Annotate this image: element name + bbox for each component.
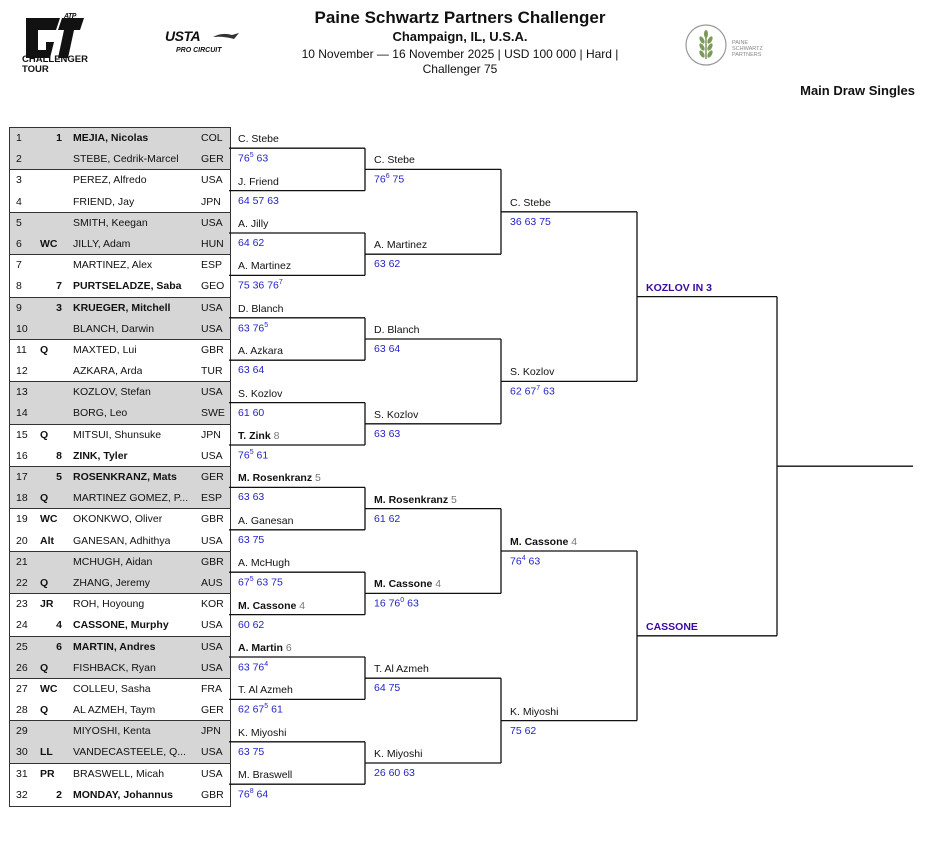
player-country: JPN (201, 428, 221, 441)
winner-name: M. Cassone 4 (374, 578, 442, 591)
draw-type-label: Main Draw Singles (800, 83, 915, 98)
player-number: 25 (16, 640, 28, 653)
player-name: OKONKWO, Oliver (73, 513, 163, 526)
winner-name: D. Blanch (374, 324, 420, 336)
player-entry: WC (40, 237, 58, 250)
match-score: 75 36 $76^7$ (238, 279, 283, 292)
match-score: 63 $76^4$ (238, 661, 269, 674)
match-score: 61 62 (374, 512, 401, 525)
player-country: GBR (201, 788, 224, 801)
player-entry: Q (40, 428, 49, 441)
player-name: JILLY, Adam (73, 237, 131, 250)
player-country: FRA (201, 682, 222, 695)
player-country: USA (201, 449, 223, 462)
winner-name: S. Kozlov (238, 387, 283, 400)
player-name: PURTSELADZE, Saba (73, 280, 182, 293)
player-name: STEBE, Cedrik-Marcel (73, 153, 179, 166)
tournament-category: Challenger 75 (422, 62, 498, 76)
winner-name: A. Ganesan (238, 514, 294, 527)
match-score: $76^8$ 64 (238, 788, 269, 801)
player-number: 21 (16, 555, 28, 568)
player-name: MONDAY, Johannus (73, 788, 173, 801)
player-name: SMITH, Keegan (73, 216, 148, 229)
player-number: 16 (16, 449, 28, 462)
winner-name: D. Blanch (238, 302, 284, 315)
player-number: 24 (16, 619, 28, 632)
player-name: ZHANG, Jeremy (73, 576, 151, 589)
player-entry: Q (40, 576, 49, 589)
winner-name: A. McHugh (238, 557, 290, 570)
winner-name: J. Friend (238, 175, 279, 188)
player-country: GER (201, 471, 224, 483)
winner-name: T. Zink 8 (238, 430, 280, 442)
match-score: $67^5$ 63 75 (238, 576, 283, 589)
player-country: USA (201, 174, 223, 187)
match-score: 62 $67^7$ 63 (510, 385, 555, 398)
winner-name: M. Cassone 4 (510, 536, 578, 548)
player-name: AZKARA, Arda (73, 365, 143, 378)
winner-name: T. Al Azmeh (238, 684, 293, 697)
player-number: 13 (16, 386, 28, 399)
player-country: USA (201, 322, 223, 335)
player-number: 26 (16, 661, 28, 674)
usta-pro-circuit-caption: PRO CIRCUIT (176, 47, 222, 54)
match-score: 63 $76^5$ (238, 321, 269, 335)
player-entry: WC (40, 682, 58, 695)
player-entry: Alt (40, 534, 54, 547)
player-number: 8 (16, 280, 22, 293)
player-number: 32 (16, 788, 28, 801)
match-score: 64 57 63 (238, 194, 279, 207)
winner-name: A. Martinez (238, 260, 292, 273)
match-score: 63 64 (238, 364, 265, 377)
player-number: 30 (16, 746, 28, 759)
match-score: $76^5$ 63 (238, 152, 269, 165)
winner-name: S. Kozlov (374, 408, 419, 421)
winner-name: A. Martinez (374, 239, 428, 252)
player-name: MARTINEZ, Alex (73, 259, 153, 272)
player-number: 11 (16, 343, 27, 356)
player-number: 27 (16, 682, 28, 695)
player-seed: 7 (56, 280, 62, 293)
player-name: KOZLOV, Stefan (73, 386, 151, 399)
match-score: 63 75 (238, 533, 265, 546)
player-number: 17 (16, 471, 28, 483)
atp-mark: ATP (64, 13, 76, 20)
final-result: KOZLOV IN 3 (646, 281, 712, 294)
player-name: AL AZMEH, Taym (73, 704, 156, 717)
player-number: 12 (16, 365, 28, 378)
player-country: HUN (201, 237, 224, 250)
player-number: 29 (16, 725, 28, 738)
match-score: 75 62 (510, 724, 537, 737)
player-entry: JR (40, 598, 54, 611)
player-number: 10 (16, 322, 28, 335)
player-number: 6 (16, 237, 22, 250)
player-number: 28 (16, 704, 28, 717)
winner-name: C. Stebe (510, 196, 551, 209)
player-number: 7 (16, 259, 22, 272)
winner-name: K. Miyoshi (374, 748, 423, 760)
player-seed: 4 (56, 619, 62, 632)
player-name: KRUEGER, Mitchell (73, 301, 171, 314)
match-score: 16 $76^0$ 63 (374, 597, 419, 610)
player-name: ROH, Hoyoung (73, 598, 145, 611)
player-country: ESP (201, 492, 223, 505)
player-country: TUR (201, 365, 223, 378)
player-country: GER (201, 704, 224, 717)
player-name: FISHBACK, Ryan (73, 661, 156, 674)
player-entry: Q (40, 704, 49, 717)
player-country: GBR (201, 555, 224, 568)
player-name: MARTIN, Andres (73, 640, 156, 653)
player-number: 3 (16, 174, 22, 187)
match-score: $76^6$ 75 (374, 173, 405, 186)
usta-logo: USTA (165, 28, 201, 44)
final-result: CASSONE (646, 620, 698, 633)
player-name: PEREZ, Alfredo (73, 174, 147, 187)
winner-name: M. Rosenkranz 5 (374, 493, 457, 506)
player-country: USA (201, 619, 223, 632)
player-name: COLLEU, Sasha (73, 682, 151, 695)
player-number: 4 (16, 195, 22, 208)
player-name: GANESAN, Adhithya (73, 534, 171, 547)
player-country: USA (201, 661, 223, 674)
player-country: USA (201, 534, 223, 547)
player-entry: WC (40, 513, 58, 526)
player-country: ESP (201, 259, 223, 272)
player-number: 2 (16, 153, 22, 166)
player-country: GBR (201, 513, 224, 526)
player-country: USA (201, 640, 223, 653)
player-name: BORG, Leo (73, 407, 128, 420)
player-entry: Q (40, 661, 49, 674)
player-country: SWE (201, 407, 225, 420)
player-entry: PR (40, 767, 55, 780)
tournament-dates: 10 November — 16 November 2025 | USD 100 000 | Hard | (301, 47, 619, 61)
player-entry: Q (40, 492, 49, 505)
player-country: KOR (201, 598, 224, 611)
player-name: ROSENKRANZ, Mats (73, 471, 177, 483)
match-score: 60 62 (238, 618, 265, 631)
player-number: 23 (16, 598, 28, 611)
match-score: $76^5$ 61 (238, 449, 269, 462)
match-score: 64 75 (374, 682, 401, 695)
winner-name: A. Martin 6 (238, 642, 292, 654)
player-country: GER (201, 153, 224, 166)
player-name: MEJIA, Nicolas (73, 132, 149, 144)
player-number: 14 (16, 407, 28, 420)
winner-name: M. Rosenkranz 5 (238, 472, 321, 485)
player-country: USA (201, 386, 223, 399)
player-name: ZINK, Tyler (73, 449, 128, 462)
player-name: CASSONE, Murphy (73, 619, 169, 632)
match-score: 63 63 (374, 427, 401, 440)
winner-name: A. Azkara (238, 345, 283, 358)
match-score: 63 64 (374, 343, 401, 355)
player-country: JPN (201, 195, 221, 208)
player-name: BLANCH, Darwin (73, 322, 155, 335)
player-country: GEO (201, 280, 225, 293)
match-score: 26 60 63 (374, 767, 415, 779)
winner-name: T. Al Azmeh (374, 663, 429, 676)
player-number: 31 (16, 767, 28, 780)
player-country: GBR (201, 343, 224, 356)
winner-name: C. Stebe (238, 133, 279, 146)
player-number: 1 (16, 132, 22, 144)
challenger-tour-caption: CHALLENGER TOUR (22, 54, 88, 75)
player-name: MAXTED, Lui (73, 343, 137, 356)
tournament-title: Paine Schwartz Partners Challenger (314, 8, 606, 27)
player-number: 15 (16, 428, 28, 441)
player-number: 19 (16, 513, 28, 526)
player-country: USA (201, 746, 223, 759)
match-score: $76^4$ 63 (510, 555, 541, 568)
player-name: VANDECASTEELE, Q... (73, 746, 187, 759)
winner-name: K. Miyoshi (238, 726, 287, 739)
player-country: COL (201, 132, 223, 144)
player-entry: Q (40, 343, 49, 356)
player-country: JPN (201, 725, 221, 738)
player-number: 18 (16, 492, 28, 505)
match-score: 64 62 (238, 237, 265, 249)
winner-name: M. Cassone 4 (238, 599, 306, 612)
player-name: MCHUGH, Aidan (73, 555, 153, 568)
winner-name: A. Jilly (238, 218, 269, 230)
match-score: 63 75 (238, 745, 265, 758)
player-name: MITSUI, Shunsuke (73, 428, 162, 441)
player-country: USA (201, 301, 223, 314)
tournament-location: Champaign, IL, U.S.A. (392, 29, 528, 44)
match-score: 62 $67^5$ 61 (238, 703, 283, 716)
match-score: 61 60 (238, 406, 265, 419)
match-score: 63 62 (374, 258, 401, 271)
player-country: USA (201, 767, 223, 780)
winner-name: M. Braswell (238, 769, 293, 782)
winner-name: S. Kozlov (510, 366, 555, 379)
player-name: MIYOSHI, Kenta (73, 725, 151, 738)
match-score: 36 63 75 (510, 215, 551, 228)
player-entry: LL (40, 746, 53, 759)
player-country: USA (201, 216, 223, 229)
player-number: 9 (16, 301, 22, 314)
player-seed: 2 (56, 788, 62, 801)
sponsor-caption: PAINE SCHWARTZ PARTNERS (732, 40, 763, 58)
winner-name: C. Stebe (374, 154, 415, 167)
player-number: 22 (16, 576, 28, 589)
player-country: AUS (201, 576, 223, 589)
winner-name: K. Miyoshi (510, 705, 559, 718)
player-seed: 5 (56, 471, 62, 483)
match-score: 63 63 (238, 491, 265, 504)
player-seed: 6 (56, 640, 62, 653)
player-name: BRASWELL, Micah (73, 767, 165, 780)
player-number: 5 (16, 216, 22, 229)
player-seed: 8 (56, 449, 62, 462)
player-number: 20 (16, 534, 28, 547)
player-name: FRIEND, Jay (73, 195, 135, 208)
player-seed: 3 (56, 301, 62, 314)
player-name: MARTINEZ GOMEZ, P... (73, 492, 189, 505)
player-seed: 1 (56, 132, 62, 144)
